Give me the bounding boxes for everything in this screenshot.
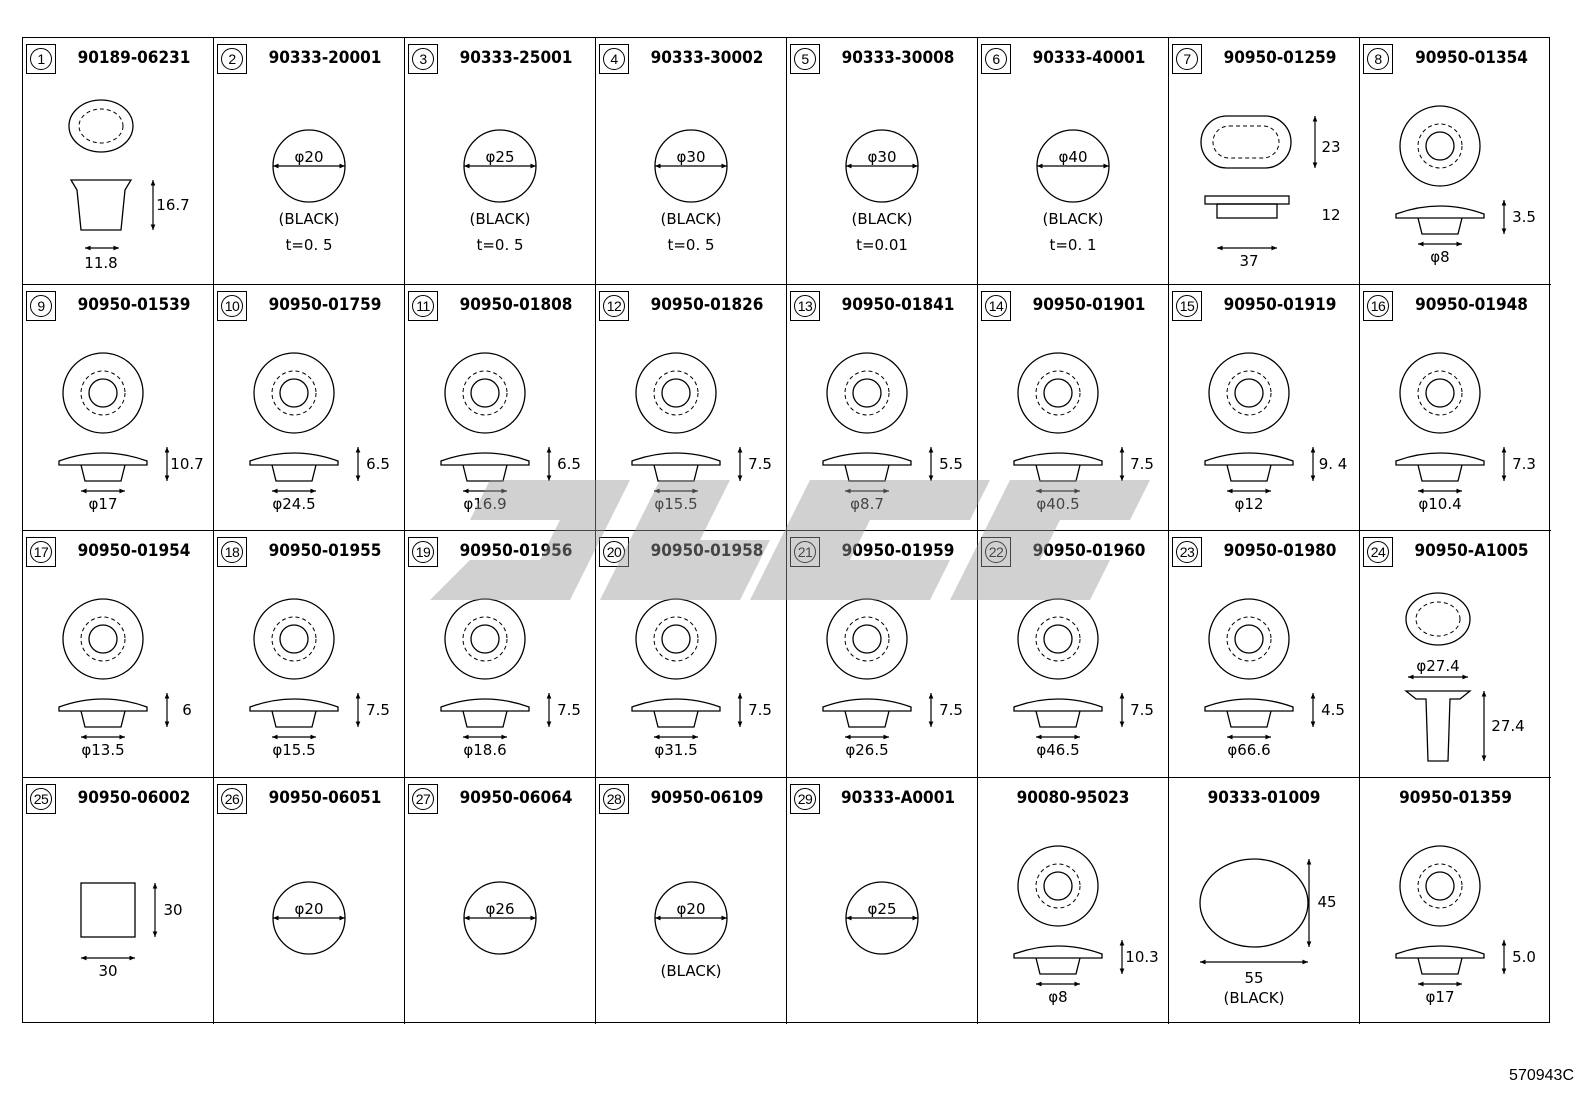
part-drawing xyxy=(596,778,787,1024)
clip-body xyxy=(71,180,131,230)
item-index-number: 20 xyxy=(603,541,625,563)
plug-flange xyxy=(1396,206,1484,218)
width-label: φ17 xyxy=(1425,987,1455,1006)
part-drawing xyxy=(214,778,405,1024)
width-label: φ15.5 xyxy=(272,741,316,759)
plug-top-dash xyxy=(1418,371,1462,415)
width-label: φ26.5 xyxy=(845,741,889,759)
part-number: 90950-01980 xyxy=(1223,541,1337,561)
diameter-label: φ20 xyxy=(294,148,324,166)
part-cell xyxy=(1360,38,1551,285)
plug-flange xyxy=(1205,699,1293,711)
plug-body xyxy=(1036,465,1080,481)
width-label: φ31.5 xyxy=(654,741,698,759)
plug-top-dash xyxy=(1418,864,1462,908)
part-number: 90950-01759 xyxy=(268,294,382,315)
height-label: 9. 4 xyxy=(1318,454,1348,473)
part-cell xyxy=(405,38,596,285)
part-drawing xyxy=(787,285,978,531)
plug-top-outer xyxy=(1400,846,1480,926)
flange xyxy=(1205,196,1289,204)
plug-top-outer xyxy=(1400,106,1480,186)
diameter-label: φ25 xyxy=(485,148,515,166)
thickness-note: t=0. 5 xyxy=(667,236,715,254)
part-number: 90950-01955 xyxy=(268,541,382,561)
plug-top-outer xyxy=(636,353,716,433)
item-index-number: 9 xyxy=(30,295,52,317)
part-cell xyxy=(596,531,787,778)
plug-body xyxy=(1418,218,1462,234)
part-number: 90950-06064 xyxy=(459,787,573,808)
plug-top-inner xyxy=(280,379,308,407)
plug-top-inner xyxy=(89,379,117,407)
part-drawing xyxy=(214,38,405,284)
color-note: (BLACK) xyxy=(660,961,722,980)
plug-flange xyxy=(59,453,147,465)
thickness-note: t=0. 1 xyxy=(1049,236,1097,254)
width-label: φ17 xyxy=(88,494,118,513)
plug-top-dash xyxy=(272,617,316,661)
item-index-number: 6 xyxy=(985,48,1007,70)
plug-top-dash xyxy=(845,617,889,661)
part-drawing xyxy=(405,778,596,1024)
diameter-label: φ30 xyxy=(676,148,706,166)
part-drawing xyxy=(596,38,787,284)
width-label: 55 xyxy=(1244,968,1264,987)
width-label: φ46.5 xyxy=(1036,741,1080,759)
color-note: (BLACK) xyxy=(660,210,722,228)
plug-top-outer xyxy=(1018,846,1098,926)
part-cell xyxy=(23,285,214,532)
height-label: 16.7 xyxy=(156,196,190,214)
part-drawing xyxy=(405,285,596,531)
plug-body xyxy=(463,711,507,727)
height-label: 45 xyxy=(1317,892,1337,911)
height-label: 7.5 xyxy=(1130,701,1154,719)
width-label: φ66.6 xyxy=(1227,741,1271,759)
part-cell xyxy=(405,778,596,1025)
part-number: 90950-01948 xyxy=(1415,294,1528,315)
part-cell xyxy=(787,38,978,285)
height-label: 7.5 xyxy=(557,701,581,719)
part-drawing xyxy=(405,38,596,284)
plug-body xyxy=(845,711,889,727)
plug-flange xyxy=(1014,946,1102,958)
plug-top-outer xyxy=(63,599,143,679)
plug-flange xyxy=(823,699,911,711)
thickness-note: t=0. 5 xyxy=(285,236,333,254)
plug-body xyxy=(1418,465,1462,481)
part-cell xyxy=(1169,285,1360,532)
plug-top-dash xyxy=(1036,617,1080,661)
diameter-label: φ27.4 xyxy=(1416,657,1460,675)
part-number: 90333-30008 xyxy=(841,48,955,68)
part-cell xyxy=(23,38,214,285)
color-note: (BLACK) xyxy=(469,210,531,228)
height-label: 6.5 xyxy=(557,454,581,473)
height-label: 7.5 xyxy=(748,454,772,473)
plug-body xyxy=(1036,711,1080,727)
plug-top-inner xyxy=(471,625,499,653)
plug-flange xyxy=(1014,699,1102,711)
plug-flange xyxy=(1396,946,1484,958)
part-drawing xyxy=(787,778,978,1024)
plug-body xyxy=(1418,958,1462,974)
part-drawing xyxy=(23,531,214,777)
part-number: 90950-01841 xyxy=(841,294,955,315)
part-cell xyxy=(214,531,405,778)
width-label: φ8.7 xyxy=(850,494,884,513)
clip-head-inner xyxy=(79,109,123,143)
part-drawing xyxy=(1169,778,1360,1024)
width-label: 11.8 xyxy=(84,254,118,272)
plug-top-outer xyxy=(445,353,525,433)
item-index-number: 25 xyxy=(30,788,52,810)
part-drawing xyxy=(1360,531,1551,777)
height-label: 10.3 xyxy=(1125,947,1159,966)
part-number: 90950-01958 xyxy=(650,541,764,561)
plug-flange xyxy=(632,699,720,711)
plug-top-outer xyxy=(1209,599,1289,679)
height-label: 7.5 xyxy=(939,701,963,719)
plug-flange xyxy=(1396,453,1484,465)
plug-top-dash xyxy=(81,617,125,661)
plug-top-dash xyxy=(654,617,698,661)
item-index-number: 21 xyxy=(794,541,816,563)
plug-top-dash xyxy=(1227,371,1271,415)
plug-top-inner xyxy=(1426,379,1454,407)
item-index-number: 27 xyxy=(412,788,434,810)
part-number: 90950-01539 xyxy=(77,294,191,315)
plug-top-dash xyxy=(654,371,698,415)
item-index-number: 13 xyxy=(794,295,816,317)
height-label: 7.5 xyxy=(366,701,390,719)
diameter-label: φ20 xyxy=(676,899,706,918)
body xyxy=(1217,204,1277,218)
part-cell xyxy=(214,38,405,285)
part-number: 90950-01954 xyxy=(77,541,191,561)
plug-top-outer xyxy=(63,353,143,433)
item-index-number: 19 xyxy=(412,541,434,563)
part-cell xyxy=(23,778,214,1025)
part-number: 90333-20001 xyxy=(268,48,382,68)
plug-flange xyxy=(1014,453,1102,465)
width-label: φ24.5 xyxy=(272,494,316,513)
plug-top-inner xyxy=(853,625,881,653)
item-index-number: 11 xyxy=(412,295,434,317)
part-cell xyxy=(405,531,596,778)
plug-top-dash xyxy=(1227,617,1271,661)
plug-top-dash xyxy=(1036,864,1080,908)
plug-flange xyxy=(823,453,911,465)
item-index-number: 22 xyxy=(985,541,1007,563)
plug-top-dash xyxy=(81,371,125,415)
part-drawing xyxy=(1169,531,1360,777)
part-number: 90950-01354 xyxy=(1415,48,1528,68)
plug-top-inner xyxy=(1044,872,1072,900)
width-label: φ18.6 xyxy=(463,741,507,759)
part-drawing xyxy=(787,531,978,777)
width-label: 37 xyxy=(1239,252,1259,270)
plug-top-inner xyxy=(853,379,881,407)
part-cell xyxy=(1169,778,1360,1025)
plug-top-outer xyxy=(827,353,907,433)
color-note: (BLACK) xyxy=(851,210,913,228)
plug-body xyxy=(654,711,698,727)
part-drawing xyxy=(1360,285,1551,531)
height-label: 27.4 xyxy=(1491,717,1525,735)
plug-top-inner xyxy=(280,625,308,653)
diameter-label: φ25 xyxy=(867,899,897,918)
height-label: 5.0 xyxy=(1512,947,1536,966)
part-cell xyxy=(978,38,1169,285)
item-index-number: 4 xyxy=(603,48,625,70)
part-number: 90950-06109 xyxy=(650,787,764,808)
diameter-label: φ30 xyxy=(867,148,897,166)
plug-flange xyxy=(250,699,338,711)
part-cell xyxy=(787,778,978,1025)
part-drawing xyxy=(596,531,787,777)
clip-body xyxy=(1406,691,1470,761)
part-drawing xyxy=(1169,285,1360,531)
part-drawing xyxy=(787,38,978,284)
width-label: 30 xyxy=(98,961,118,980)
plug-top-inner xyxy=(1426,132,1454,160)
diameter-label: φ20 xyxy=(294,899,324,918)
part-number: 90333-40001 xyxy=(1032,48,1146,68)
item-index-number: 3 xyxy=(412,48,434,70)
part-number: 90333-A0001 xyxy=(841,787,955,808)
plug-flange xyxy=(59,699,147,711)
part-number: 90080-95023 xyxy=(1016,787,1130,808)
plug-top-outer xyxy=(1018,599,1098,679)
width-label: φ8 xyxy=(1048,987,1068,1006)
item-index-number: 5 xyxy=(794,48,816,70)
part-number: 90950-01919 xyxy=(1223,294,1337,315)
width-label: φ40.5 xyxy=(1036,494,1080,513)
part-number: 90950-06002 xyxy=(77,787,191,808)
part-number: 90950-01901 xyxy=(1032,294,1146,315)
thickness-note: t=0.01 xyxy=(856,236,908,254)
part-number: 90333-30002 xyxy=(650,48,764,68)
item-index-number: 2 xyxy=(221,48,243,70)
square-outline xyxy=(81,883,135,937)
item-index-number: 28 xyxy=(603,788,625,810)
part-drawing xyxy=(1360,778,1551,1024)
height-label: 4.5 xyxy=(1321,701,1345,719)
part-drawing xyxy=(978,531,1169,777)
part-cell xyxy=(596,778,787,1025)
ellipse-outline xyxy=(1200,859,1308,947)
plug-body xyxy=(272,465,316,481)
thickness-label: 12 xyxy=(1321,206,1341,224)
item-index-number: 23 xyxy=(1176,541,1198,563)
part-cell xyxy=(978,531,1169,778)
part-cell xyxy=(978,285,1169,532)
diameter-label: φ40 xyxy=(1058,148,1088,166)
item-index-number: 1 xyxy=(30,48,52,70)
part-drawing xyxy=(214,285,405,531)
plug-top-dash xyxy=(272,371,316,415)
part-number: 90950-01259 xyxy=(1223,48,1337,68)
plug-body xyxy=(1036,958,1080,974)
part-number: 90950-01808 xyxy=(459,294,573,315)
item-index-number: 16 xyxy=(1367,295,1389,317)
plug-top-inner xyxy=(1044,379,1072,407)
width-label: φ13.5 xyxy=(81,741,125,759)
width-label: φ16.9 xyxy=(463,494,507,513)
item-index-number: 29 xyxy=(794,788,816,810)
oval-outline xyxy=(1201,116,1291,168)
part-drawing xyxy=(1169,38,1360,284)
height-label: 7.5 xyxy=(1130,454,1154,473)
plug-flange xyxy=(441,699,529,711)
plug-top-outer xyxy=(1209,353,1289,433)
plug-top-dash xyxy=(463,371,507,415)
plug-body xyxy=(81,711,125,727)
plug-top-inner xyxy=(1235,625,1263,653)
oval-inner xyxy=(1213,126,1279,158)
width-label: φ12 xyxy=(1234,494,1264,513)
item-index-number: 8 xyxy=(1367,48,1389,70)
part-cell xyxy=(1360,531,1551,778)
item-index-number: 12 xyxy=(603,295,625,317)
part-cell xyxy=(787,531,978,778)
part-cell xyxy=(1360,285,1551,532)
width-label: φ10.4 xyxy=(1418,494,1462,513)
height-label: 23 xyxy=(1321,138,1341,156)
part-number: 90333-01009 xyxy=(1207,787,1321,808)
part-cell xyxy=(214,778,405,1025)
part-cell xyxy=(1360,778,1551,1025)
plug-flange xyxy=(441,453,529,465)
drawing-code: 570943C xyxy=(1509,1067,1574,1084)
part-number: 90189-06231 xyxy=(77,48,191,68)
width-label: φ8 xyxy=(1430,248,1450,266)
plug-top-outer xyxy=(1400,353,1480,433)
plug-top-outer xyxy=(254,599,334,679)
height-label: 7.3 xyxy=(1512,454,1536,473)
part-cell xyxy=(596,285,787,532)
part-drawing xyxy=(978,38,1169,284)
plug-top-inner xyxy=(89,625,117,653)
plug-flange xyxy=(632,453,720,465)
diameter-label: φ26 xyxy=(485,899,515,918)
plug-body xyxy=(81,465,125,481)
plug-top-dash xyxy=(1418,124,1462,168)
item-index-number: 18 xyxy=(221,541,243,563)
part-cell xyxy=(1169,38,1360,285)
part-cell xyxy=(1169,531,1360,778)
part-number: 90950-A1005 xyxy=(1414,541,1529,561)
plug-top-dash xyxy=(845,371,889,415)
part-number: 90950-06051 xyxy=(268,787,382,808)
part-drawing xyxy=(978,778,1169,1024)
color-note: (BLACK) xyxy=(1042,210,1104,228)
plug-top-inner xyxy=(662,379,690,407)
part-number: 90950-01359 xyxy=(1399,787,1512,808)
item-index-number: 10 xyxy=(221,295,243,317)
part-number: 90950-01956 xyxy=(459,541,573,561)
width-label: φ15.5 xyxy=(654,494,698,513)
plug-top-inner xyxy=(1044,625,1072,653)
clip-head-inner xyxy=(1416,602,1460,636)
part-number: 90950-01959 xyxy=(841,541,955,561)
plug-top-outer xyxy=(445,599,525,679)
plug-flange xyxy=(1205,453,1293,465)
height-label: 3.5 xyxy=(1512,208,1536,226)
plug-top-outer xyxy=(254,353,334,433)
part-drawing xyxy=(596,285,787,531)
item-index-number: 24 xyxy=(1367,541,1389,563)
part-cell xyxy=(978,778,1169,1025)
height-label: 30 xyxy=(163,900,183,919)
part-number: 90333-25001 xyxy=(459,48,573,68)
plug-top-outer xyxy=(827,599,907,679)
part-drawing xyxy=(23,38,214,284)
color-note: (BLACK) xyxy=(1223,988,1285,1007)
item-index-number: 26 xyxy=(221,788,243,810)
item-index-number: 15 xyxy=(1176,295,1198,317)
height-label: 10.7 xyxy=(170,454,204,473)
item-index-number: 14 xyxy=(985,295,1007,317)
parts-grid xyxy=(22,37,1550,1023)
part-number: 90950-01826 xyxy=(650,294,764,315)
plug-top-dash xyxy=(1036,371,1080,415)
part-cell xyxy=(787,285,978,532)
part-cell xyxy=(214,285,405,532)
height-label: 6 xyxy=(182,701,192,719)
part-drawing xyxy=(978,285,1169,531)
plug-body xyxy=(272,711,316,727)
plug-body xyxy=(463,465,507,481)
part-drawing xyxy=(214,531,405,777)
item-index-number: 17 xyxy=(30,541,52,563)
thickness-note: t=0. 5 xyxy=(476,236,524,254)
height-label: 7.5 xyxy=(748,701,772,719)
plug-top-inner xyxy=(1235,379,1263,407)
plug-top-dash xyxy=(463,617,507,661)
part-drawing xyxy=(1360,38,1551,284)
part-cell xyxy=(23,531,214,778)
part-cell xyxy=(405,285,596,532)
part-drawing xyxy=(23,778,214,1024)
height-label: 6.5 xyxy=(366,454,390,473)
height-label: 5.5 xyxy=(939,454,963,473)
part-cell xyxy=(596,38,787,285)
plug-top-inner xyxy=(1426,872,1454,900)
plug-body xyxy=(845,465,889,481)
color-note: (BLACK) xyxy=(278,210,340,228)
plug-top-outer xyxy=(1018,353,1098,433)
part-drawing xyxy=(23,285,214,531)
part-drawing xyxy=(405,531,596,777)
plug-body xyxy=(654,465,698,481)
plug-body xyxy=(1227,711,1271,727)
item-index-number: 7 xyxy=(1176,48,1198,70)
plug-top-inner xyxy=(662,625,690,653)
plug-top-outer xyxy=(636,599,716,679)
plug-body xyxy=(1227,465,1271,481)
plug-flange xyxy=(250,453,338,465)
plug-top-inner xyxy=(471,379,499,407)
part-number: 90950-01960 xyxy=(1032,541,1146,561)
